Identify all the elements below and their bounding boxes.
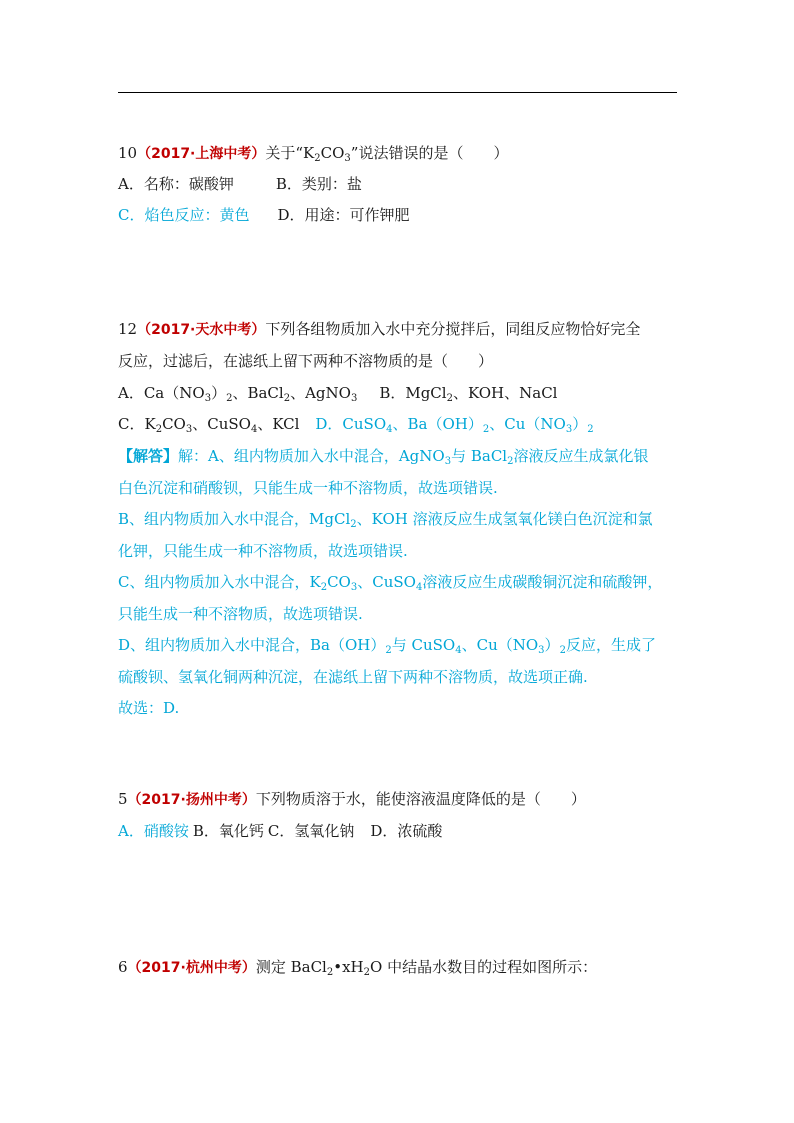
question-number: 5: [118, 790, 128, 808]
q12-answer-line6: 只能生成一种不溶物质，故选项错误.: [118, 605, 363, 623]
q12-answer-line9: 故选：D.: [118, 699, 180, 717]
question-number: 12: [118, 320, 138, 338]
question-number: 6: [118, 958, 128, 976]
option-b: B．氧化钙: [192, 822, 264, 840]
source-tag: （2017·天水中考）: [137, 322, 266, 338]
q12-answer-line7: D、组内物质加入水中混合，$Ba(OH)_2$与 CuSO$_4$、$Cu(NO_3)_2$反应，生成了: [118, 636, 656, 656]
option-b: B．MgCl$_2$、KOH、NaCl: [379, 384, 558, 404]
q12-stem-line1: 12（2017·天水中考）下列各组物质加入水中充分搅拌后，同组反应物恰好完全: [118, 320, 641, 338]
q12-stem-line2: 反应，过滤后，在滤纸上留下两种不溶物质的是（ ）: [118, 352, 494, 370]
option-d-answer: D．CuSO$_4$、$Ba(OH)_2$、$Cu(NO_3)_2$: [315, 415, 594, 435]
source-tag: （2017·杭州中考）: [127, 960, 256, 976]
q12-options-row2: [118, 414, 594, 434]
q5-stem: 5（2017·扬州中考）下列物质溶于水，能使溶液温度降低的是（ ）: [118, 790, 586, 808]
q12-answer-line1: 【解答】解：A、组内物质加入水中混合，AgNO$_3$与 BaCl$_2$溶液反应生成氯化银: [118, 447, 649, 467]
q6-stem: 6（2017·杭州中考）测定 $BaCl_2•xH_2O$ 中结晶水数目的过程如图所示：: [118, 958, 598, 978]
q12-answer-line8: 硫酸钡、氢氧化铜两种沉淀，在滤纸上留下两种不溶物质，故选项正确.: [118, 668, 588, 686]
source-tag: （2017·上海中考）: [137, 146, 266, 162]
q12-answer-line4: 化钾，只能生成一种不溶物质，故选项错误.: [118, 542, 408, 560]
option-a-answer: A．硝酸铵: [118, 822, 189, 840]
q5-options: [118, 821, 442, 841]
option-d: D．用途：可作钾肥: [277, 206, 410, 224]
q10-options-row2: [118, 205, 410, 225]
source-tag: （2017·扬州中考）: [127, 792, 256, 808]
q12-answer-line5: C、组内物质加入水中混合，$K_2CO_3$、CuSO$_4$溶液反应生成碳酸铜沉淀和硫酸钾，: [118, 573, 663, 593]
answer-label: 【解答】: [118, 447, 179, 465]
q10-stem: 10（2017·上海中考）关于“$K_2CO_3$”说法错误的是（ ）: [118, 144, 509, 164]
q10-options-row1: [118, 174, 362, 194]
option-c: C．氢氧化钠: [267, 822, 355, 840]
question-number: 10: [118, 144, 138, 162]
option-d: D．浓硫酸: [370, 822, 443, 840]
option-a: A．$Ca(NO_3)_2$、BaCl$_2$、AgNO$_3$: [118, 384, 358, 404]
option-c: C．$K_2CO_3$、CuSO$_4$、KCl: [118, 415, 300, 435]
option-b: B．类别：盐: [275, 175, 362, 193]
option-a: A．名称：碳酸钾: [118, 175, 234, 193]
option-c-answer: C．焰色反应：黄色: [118, 206, 250, 224]
header-rule: [118, 92, 677, 93]
q12-answer-line3: B、组内物质加入水中混合，MgCl$_2$、KOH 溶液反应生成氢氧化镁白色沉淀和氯: [118, 510, 653, 530]
q12-answer-line2: 白色沉淀和硝酸钡，只能生成一种不溶物质，故选项错误.: [118, 479, 498, 497]
q12-options-row1: [118, 383, 557, 403]
